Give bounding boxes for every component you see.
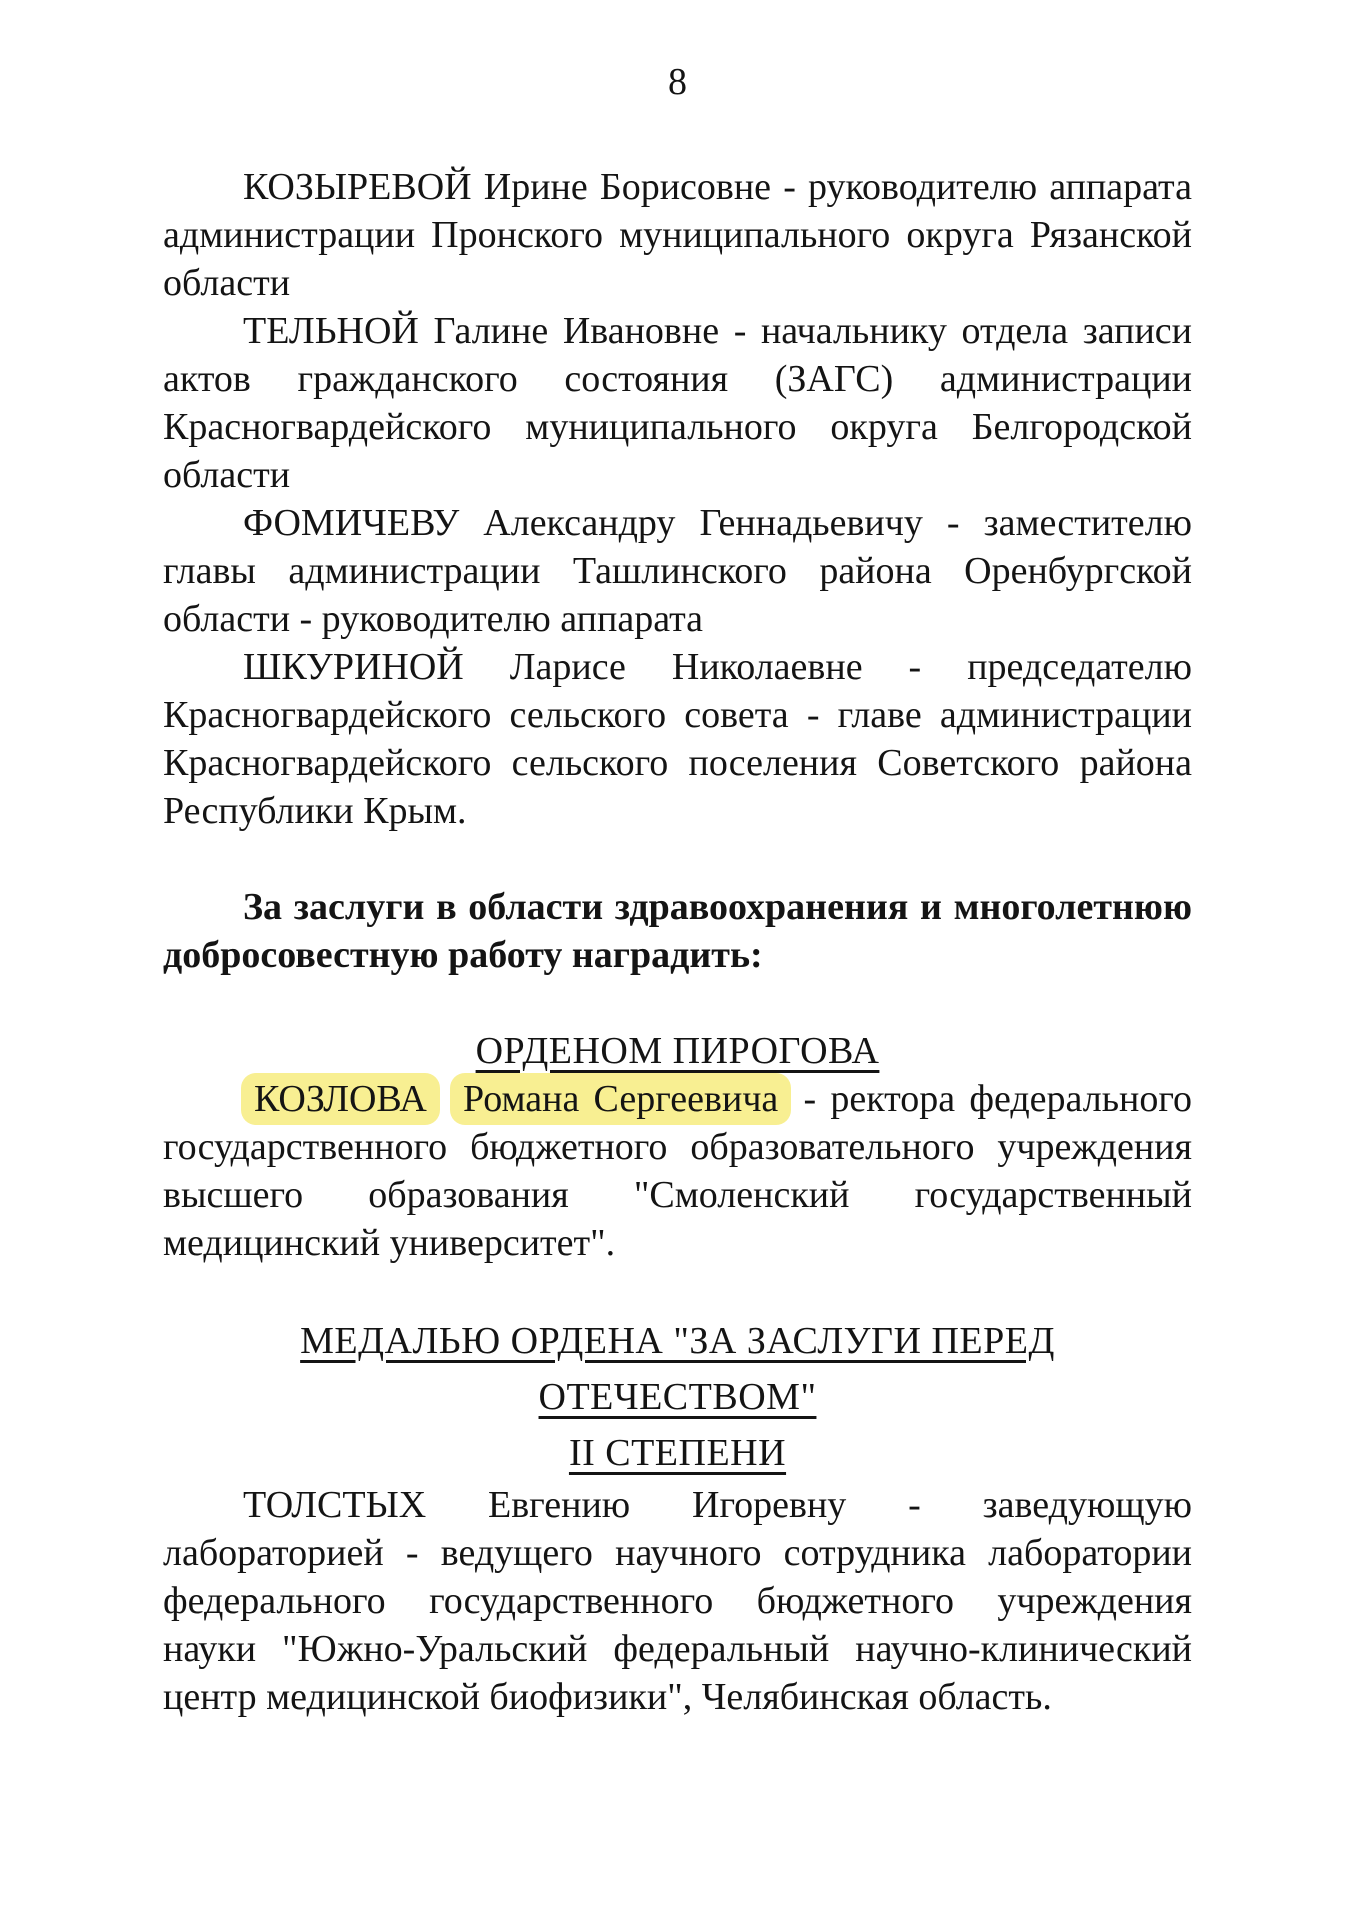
section-heading-orden-pirogova: ОРДЕНОМ ПИРОГОВА <box>475 1030 880 1072</box>
medal-heading-line2: II СТЕПЕНИ <box>568 1432 787 1474</box>
award-entry-telnaya: ТЕЛЬНОЙ Галине Ивановне - начальнику отдела записи актов гражданского состояния (ЗАГС) администрации Красногвардейского муниципального округа Белгородской области <box>163 310 1192 496</box>
highlighted-name-patronymic: Романа Сергеевича <box>450 1073 791 1125</box>
award-intro-paragraph: За заслуги в области здравоохранения и многолетнюю добросовестную работу наградить: <box>163 886 1192 976</box>
award-entry-shkurina: ШКУРИНОЙ Ларисе Николаевне - председателю Красногвардейского сельского совета - главе администрации Красногвардейского сельского поселения Советского района Республики Крым. <box>163 646 1192 832</box>
medal-heading-line1: МЕДАЛЬЮ ОРДЕНА "ЗА ЗАСЛУГИ ПЕРЕД ОТЕЧЕСТВОМ" <box>300 1320 1055 1418</box>
award-entry-kozlov <box>163 1075 1192 1267</box>
highlighted-surname: КОЗЛОВА <box>241 1073 440 1125</box>
award-entry-kozlov-text: - ректора федерального государственного бюджетного образовательного учреждения высшего образования "Смоленский государственный медицинский университет". <box>163 1078 1192 1264</box>
award-entry-tolstykh: ТОЛСТЫХ Евгению Игоревну - заведующую лабораторией - ведущего научного сотрудника лаборатории федерального государственного бюджетного учреждения науки "Южно-Уральский федеральный научно-клинический центр медицинской биофизики", Челябинская область. <box>163 1484 1192 1718</box>
award-entries-block <box>163 163 1192 835</box>
award-entry-fomichev: ФОМИЧЕВУ Александру Геннадьевичу - заместителю главы администрации Ташлинского района Оренбургской области - руководителю аппарата <box>163 502 1192 640</box>
page-number: 8 <box>668 61 687 103</box>
section-heading-medal-za-zaslugi <box>163 1313 1192 1481</box>
award-entry-kozyreva: КОЗЫРЕВОЙ Ирине Борисовне - руководителю аппарата администрации Пронского муниципального округа Рязанской области <box>163 166 1192 304</box>
